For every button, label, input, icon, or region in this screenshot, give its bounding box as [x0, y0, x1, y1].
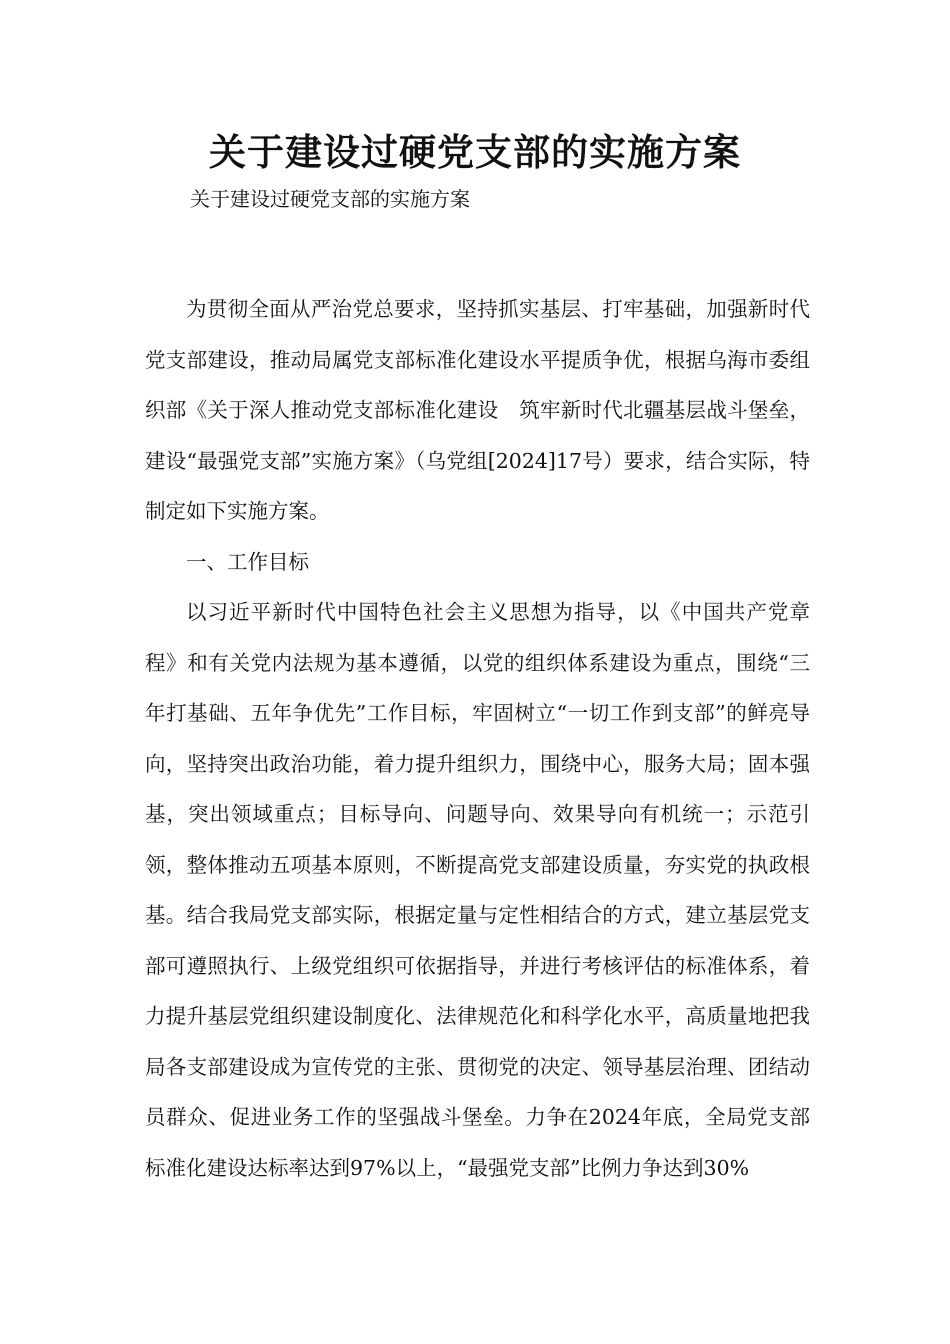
- document-title: 关于建设过硬党支部的实施方案: [209, 131, 741, 174]
- body-paragraph: 以习近平新时代中国特色社会主义思想为指导，以《中国共产党章程》和有关党内法规为基本遵循，以党的组织体系建设为重点，围绕“三年打基础、五年争优先”工作目标，牢固树立“一切工作到支部”的鲜亮导向，坚持突出政治功能，着力提升组织力，围绕中心，服务大局；固本强基，突出领域重点；目标导向、问题导向、效果导向有机统一；示范引领，整体推动五项基本原则，不断提高党支部建设质量，夯实党的执政根基。结合我局党支部实际，根据定量与定性相结合的方式，建立基层党支部可遵照执行、上级党组织可依据指导，并进行考核评估的标准体系，着力提升基层党组织建设制度化、法律规范化和科学化水平，高质量地把我局各支部建设成为宣传党的主张、贯彻党的决定、领导基层治理、团结动员群众、促进业务工作的坚强战斗堡垒。力争在2024年底，全局党支部标准化建设达标率达到97%以上，“最强党支部”比例力争达到30%: [145, 600, 810, 1180]
- document-subtitle: 关于建设过硬党支部的实施方案: [190, 187, 470, 211]
- section-heading: 一、工作目标: [186, 549, 309, 574]
- body-paragraph: 为贯彻全面从严治党总要求，坚持抓实基层、打牢基础，加强新时代党支部建设，推动局属党支部标准化建设水平提质争优，根据乌海市委组织部《关于深人推动党支部标准化建设 筑牢新时代北疆基层战斗堡垒，建设“最强党支部”实施方案》（乌党组[2024]17号）要求，结合实际，特制定如下实施方案。: [145, 297, 810, 523]
- document-body: [145, 284, 810, 1193]
